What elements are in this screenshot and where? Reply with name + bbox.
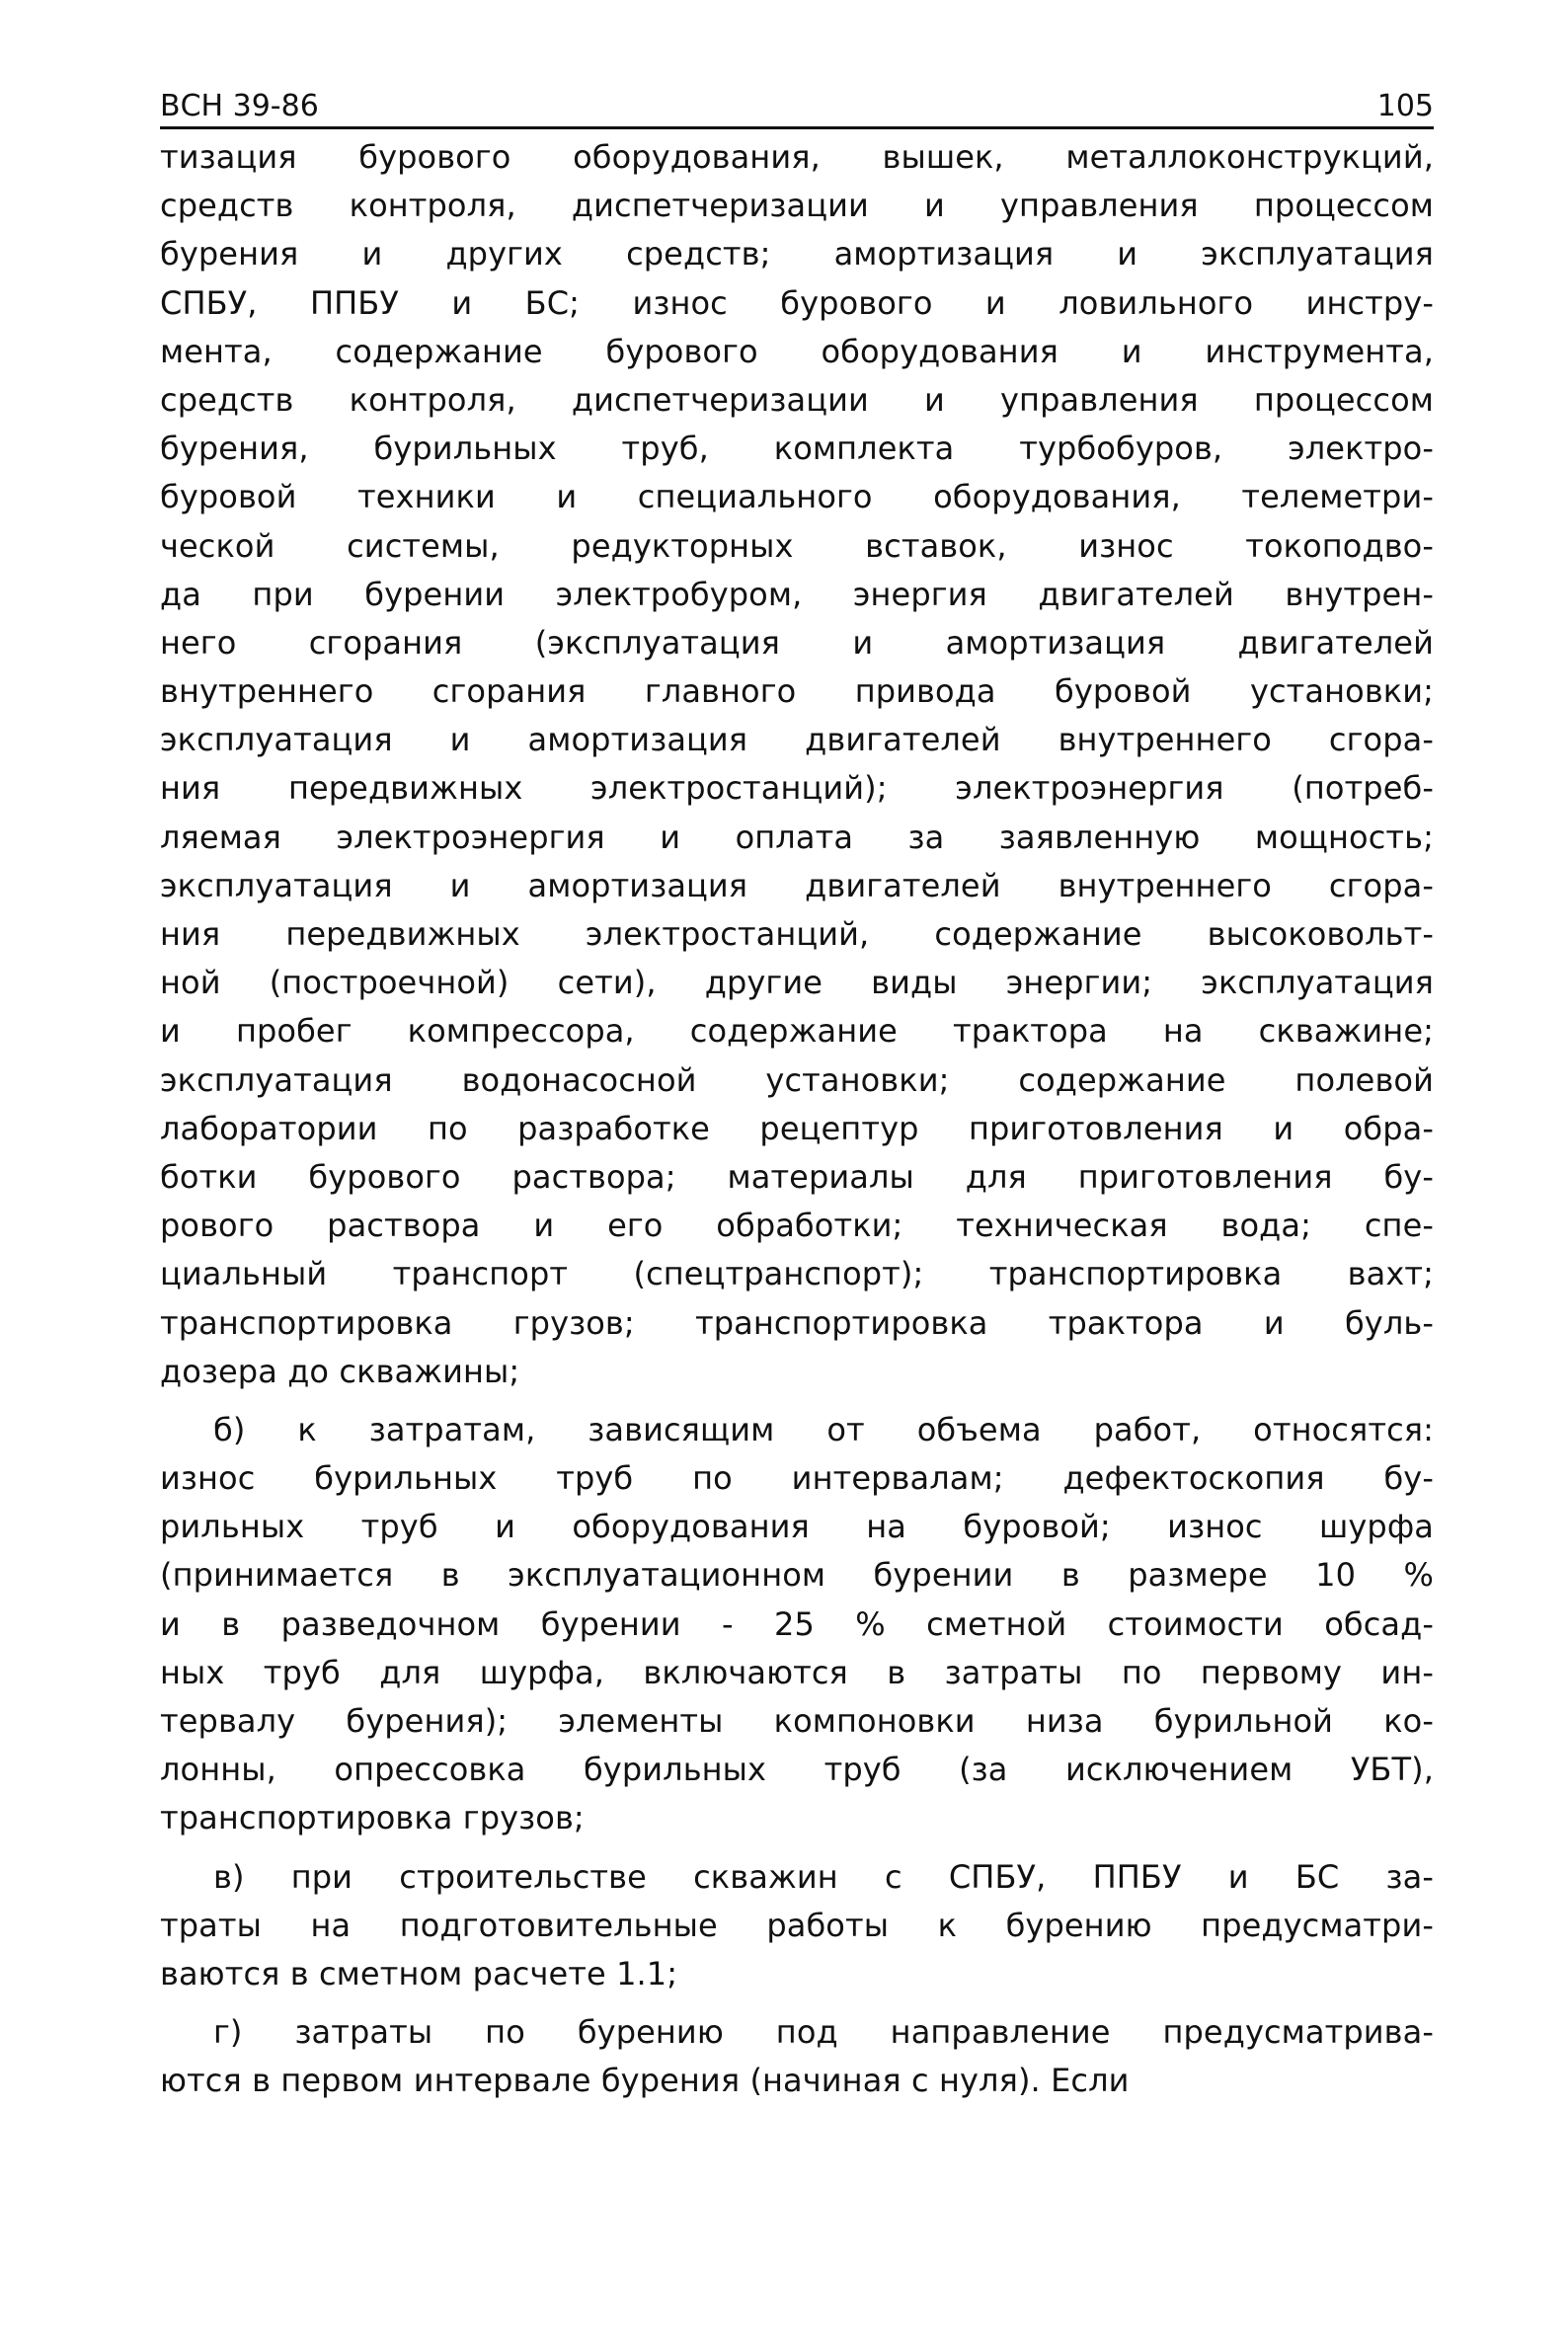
text-line: средств контроля, диспетчеризации и управления процессом	[160, 187, 1434, 225]
text-line: него сгорания (эксплуатация и амортизация двигателей	[160, 623, 1434, 662]
text-line: внутреннего сгорания главного привода буровой установки;	[160, 672, 1434, 711]
text-line: да при бурении электробуром, энергия двигателей внутрен-	[160, 575, 1434, 613]
text-line: (принимается в эксплуатационном бурении в размере 10 %	[160, 1556, 1434, 1595]
text-line: ных труб для шурфа, включаются в затраты по первому ин-	[160, 1653, 1434, 1691]
text-line: тервалу бурения); элементы компоновки низа бурильной ко-	[160, 1702, 1434, 1740]
paragraph	[160, 1853, 1434, 1999]
text-line: эксплуатация и амортизация двигателей внутреннего сгора-	[160, 721, 1434, 759]
text-line: ются в первом интервале бурения (начиная с нуля). Если	[160, 2062, 1130, 2100]
text-line: в) при строительстве скважин с СПБУ, ППБУ и БС за-	[213, 1857, 1434, 1896]
text-line: б) к затратам, зависящим от объема работ, относятся:	[213, 1410, 1434, 1448]
text-line: рового раствора и его обработки; техническая вода; спе-	[160, 1207, 1434, 1245]
text-line: г) затраты по бурению под направление предусматрива-	[213, 2013, 1434, 2052]
text-line: тизация бурового оборудования, вышек, металлоконструкций,	[160, 138, 1434, 176]
text-line: средств контроля, диспетчеризации и управления процессом	[160, 380, 1434, 419]
text-line: эксплуатация водонасосной установки; содержание полевой	[160, 1060, 1434, 1099]
page-number: 105	[1376, 89, 1434, 123]
text-line: эксплуатация и амортизация двигателей внутреннего сгора-	[160, 866, 1434, 904]
text-line: лаборатории по разработке рецептур приготовления и обра-	[160, 1109, 1434, 1147]
document-body	[160, 133, 1434, 2106]
text-line: транспортировка грузов;	[160, 1799, 585, 1837]
text-line: дозера до скважины;	[160, 1352, 520, 1390]
text-line: ной (построечной) сети), другие виды энергии; эксплуатация	[160, 964, 1434, 1002]
text-line: мента, содержание бурового оборудования и инструмента,	[160, 332, 1434, 370]
document-code: ВСН 39-86	[160, 89, 319, 123]
text-line: ботки бурового раствора; материалы для приготовления бу-	[160, 1157, 1434, 1196]
text-line: износ бурильных труб по интервалам; дефектоскопия бу-	[160, 1459, 1434, 1498]
page-header	[160, 87, 1434, 129]
text-line: ваются в сметном расчете 1.1;	[160, 1954, 678, 1992]
text-line: циальный транспорт (спецтранспорт); транспортировка вахт;	[160, 1255, 1434, 1293]
text-line: рильных труб и оборудования на буровой; износ шурфа	[160, 1508, 1434, 1546]
text-line: буровой техники и специального оборудования, телеметри-	[160, 478, 1434, 516]
text-line: СПБУ, ППБУ и БС; износ бурового и ловильного инстру-	[160, 283, 1434, 322]
text-line: ческой системы, редукторных вставок, износ токоподво-	[160, 526, 1434, 565]
text-line: ния передвижных электростанций, содержание высоковольт-	[160, 915, 1434, 953]
text-line: и пробег компрессора, содержание трактора на скважине;	[160, 1012, 1434, 1051]
text-line: лонны, опрессовка бурильных труб (за исключением УБТ),	[160, 1751, 1434, 1789]
text-line: транспортировка грузов; транспортировка трактора и буль-	[160, 1303, 1434, 1342]
text-line: бурения и других средств; амортизация и эксплуатация	[160, 235, 1434, 273]
text-line: ния передвижных электростанций); электроэнергия (потреб-	[160, 769, 1434, 808]
text-line: бурения, бурильных труб, комплекта турбобуров, электро-	[160, 430, 1434, 468]
paragraph	[160, 1406, 1434, 1843]
text-line: траты на подготовительные работы к бурению предусматри-	[160, 1906, 1434, 1944]
paragraph	[160, 2008, 1434, 2105]
paragraph	[160, 133, 1434, 1396]
text-line: ляемая электроэнергия и оплата за заявленную мощность;	[160, 818, 1434, 856]
text-line: и в разведочном бурении - 25 % сметной стоимости обсад-	[160, 1604, 1434, 1643]
